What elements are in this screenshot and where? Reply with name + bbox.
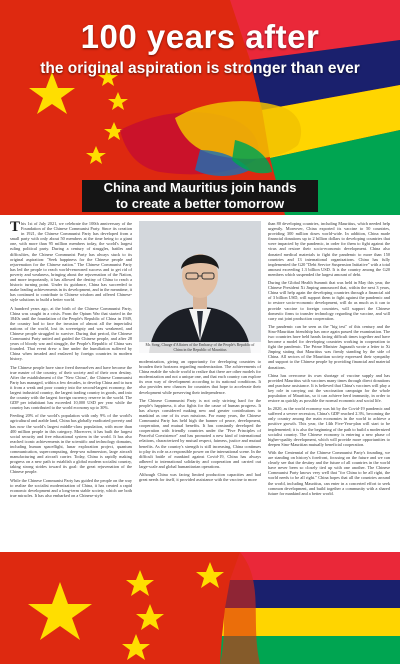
article-paragraph: During the Global Health Summit that was held in May this year, the Chinese President Xi Jinping announced that, within the next 3 years, China will help again the developing countries through a financial aid of 3 billion USD, will support them to fight against the pandemic and to restore socio-economic development, will do as much as it can to provide vaccine to foreign countries, will support the Chinese domestic firms to transfer technology regarding the vaccine, and will carry out joint production cooperation. [268, 280, 390, 321]
portrait-image [139, 221, 261, 353]
article-paragraph: modernization, giving an opportunity for developing countries to broaden their horizons regarding modernization. The achievements of China enable the whole world to realize that there are other models for modernization and not a unique one, and that each country can explore its own way of development according to its national conditions. It also provides new chances for countries that hope to accelerate their development while preserving their independence. [139, 359, 261, 395]
article-paragraph: In 2020, as the world economy was hit by the Covid-19 pandemic and suffered a severe recession, China's GDP reached 2.3%, becoming the only country among the main economies in the world to achieve a positive growth. This year, the 14th Five-Year-plan will start to be implemented; it is also the beginning of the path to build a modernized socialist country. The Chinese economy is entering a new phase of higher-quality development, which will provide more opportunities to deepen Sino-Mauritian mutually beneficial cooperation. [268, 406, 390, 447]
article-column-2 [139, 359, 261, 485]
subheadline: the original aspiration is stronger than ever [40, 60, 360, 77]
article-paragraph: The Chinese people have since freed themselves and have become the true master of the country, of their society and of their own destiny. After the establishment of the "New China", the Chinese Communist Party has managed, within a few decades, to develop China and to turn it from a weak and poor country into the second-largest economy, the largest industrial country, the largest trading country in goods, and into the country with the largest foreign currency reserve in the world. The GDP per inhabitant has exceeded 10,000 USD per year while the country has contributed to the world economy up to 30%. [10, 364, 132, 411]
banner-line-2: to create a better tomorrow [82, 196, 318, 212]
article-paragraph: Although China was facing limited production capacities and had great needs for itself, it provided assistance with the vaccine to more [139, 471, 261, 483]
article-paragraph: than 80 developing countries, including Mauritius, which needed help urgently. Moreover, China exported its vaccine to 50 countries, providing 300 million doses world-wide. In addition, China made financial donations up to 2 billion dollars to developing countries that were impacted by the pandemic, in order for them to fight against the virus and restore their socio-economic development. China also donated medical materials to fight the pandemic to more than 150 countries and 13 international organizations. China has fully implemented the G20 "Debt Service Suspension Initiative" with a total amount exceeding 1.3 billion USD. It is the country among the G20 members which suspended the largest amount of debt. [268, 221, 390, 277]
flags-illustration [0, 552, 400, 664]
article-paragraph: China has overcome its own shortage of vaccine supply and has provided Mauritius with vaccines many times through direct donations and purchase assistance. It is believed that China's vaccines will play a key role in carrying out the vaccination campaign for the whole population of Mauritius, so it can achieve herd immunity, in order to restore as quickly as possible the normal economic and social life. [268, 372, 390, 404]
article-column-3 [268, 221, 390, 499]
article-body [10, 221, 390, 546]
headline: 100 years after [80, 18, 320, 55]
article-column-1 [10, 221, 132, 501]
article-paragraph: A hundred years ago, at the birth of the Chinese Communist Party, China was caught in a crisis. From the Opium War that started in the 1840s until the foundation of the People's Republic of China in 1949, the country had to face the invasion of almost all the imperialist nations of the world, lost its sovereignty and was weakened, and Chinese people struggled to survive. During that period, the Chinese Communist Party united and guided the Chinese people, and after 28 years of bloody war and struggle, the People's Republic of China was founded. That event drew a line under the humiliation suffered by China when invaded and enslaved by foreign countries in modern history. [10, 305, 132, 362]
article-paragraph: With the Centennial of the Chinese Communist Party's founding, we are standing on history's forefront, focusing on the future and we can clearly see that the destiny and the future of all countries in the world have never been so closely tied up with one another. The Chinese Communist Party knows very well that "for China to be all right, the world needs to be all right." China hopes that all the countries around the world, including Mauritius, can enter in a concerted effort to seek common development, and build together a community with a shared future for mankind and a better world. [268, 449, 390, 496]
article-paragraph: This 1st of July 2021, we celebrate the 100th anniversary of the Foundation of the Chinese Communist Party. Since its creation in 1921, the Chinese Communist Party has developed from a small party with only about 50 members at the time being to a giant one, with more than 95 million members today, the world's largest ruling political party. During a century of struggles, battles and difficulties, the Chinese Communist Party has always stuck to its original aspiration: "Seek happiness for the Chinese people and rejuvenation for the Chinese nation." The Chinese Communist Party has led the people to reach world-renowned success and to get rid of poverty and weakness, bringing about the rejuvenation of the Nation, and more importantly, it has allowed the destiny of China to reach a historic turning point. Under its guidance, China has succeeded to make leading achievements in its development, and in the meantime, it has continued to contribute to Chinese wisdom and offered Chinese-style solutions to build a better world. [10, 219, 132, 303]
footer-flags-image [0, 552, 400, 664]
article-paragraph: While the Chinese Communist Party has guided the people on the way to realize the socialist modernization of China, it has created a rapid economic development and a long-term stable society, which are both true miracles. It has also embarked on a Chinese-style [10, 477, 132, 498]
photo-caption: Mr. Song, Charge d'Affaires of the Embassy of the People's Republic of China in the Republic of Mauritius [139, 342, 261, 353]
article-paragraph: The pandemic can be seen as the "big test" of this century and the Sino-Mauritian friendship has once again passed the examination. The two countries have held hands facing difficult times together and have become a model for developing countries working in cooperation to fight the pandemic. The Prime Minister Jugnauth wrote a letter to Xi Jinping stating that Mauritius was firmly standing by the side of China. All sectors of the Mauritian society expressed their sympathy and support to the Chinese people by providing financial and material donations. [268, 323, 390, 370]
ambassador-photo [139, 221, 261, 353]
drop-cap: T [10, 219, 21, 235]
article-paragraph: Feeding 20% of the world's population with only 9% of the world's agricultural and arable land, China has globally eradicated poverty and has now the world's largest middle-class population, with more than 400 million people in this category. Moreover, it has built the largest social security and free educational system in the world. It has also reached iconic achievements in the scientific and technology domains, including human spaceflight, lunar exploration project, quantum communication, supercomputing, deep-sea submersion, large aircraft manufacturing and aircraft carrier. Today, China is rapidly making progress on a new path to establish a global modern socialist country, taking strong strides toward its goal: the great rejuvenation of the Chinese people. [10, 413, 132, 475]
article-paragraph: The Chinese Communist Party is not only striving hard for the people's happiness, it also fights for the cause of human progress. It has always considered making new and greater contributions to mankind as one of its own missions. For many years, the Chinese Communist Party has held high the banner of peace, development, cooperation, and mutual benefits. It has constantly developed the cooperation with friendly countries under the "Five Principles of Peaceful Coexistence" and has promoted a new kind of international relations, characterized by mutual respect, fairness, justice and mutual benefits. As the country's strength is still increasing, China continues to play its role as a responsible power on the international scene. In the difficult battle of mankind against Covid-19, China has always adhered to international solidarity and cooperation and carried out large-scale and global humanitarian operations. [139, 397, 261, 469]
banner-line-1: China and Mauritius join hands [82, 180, 318, 196]
hero-image [0, 0, 400, 215]
